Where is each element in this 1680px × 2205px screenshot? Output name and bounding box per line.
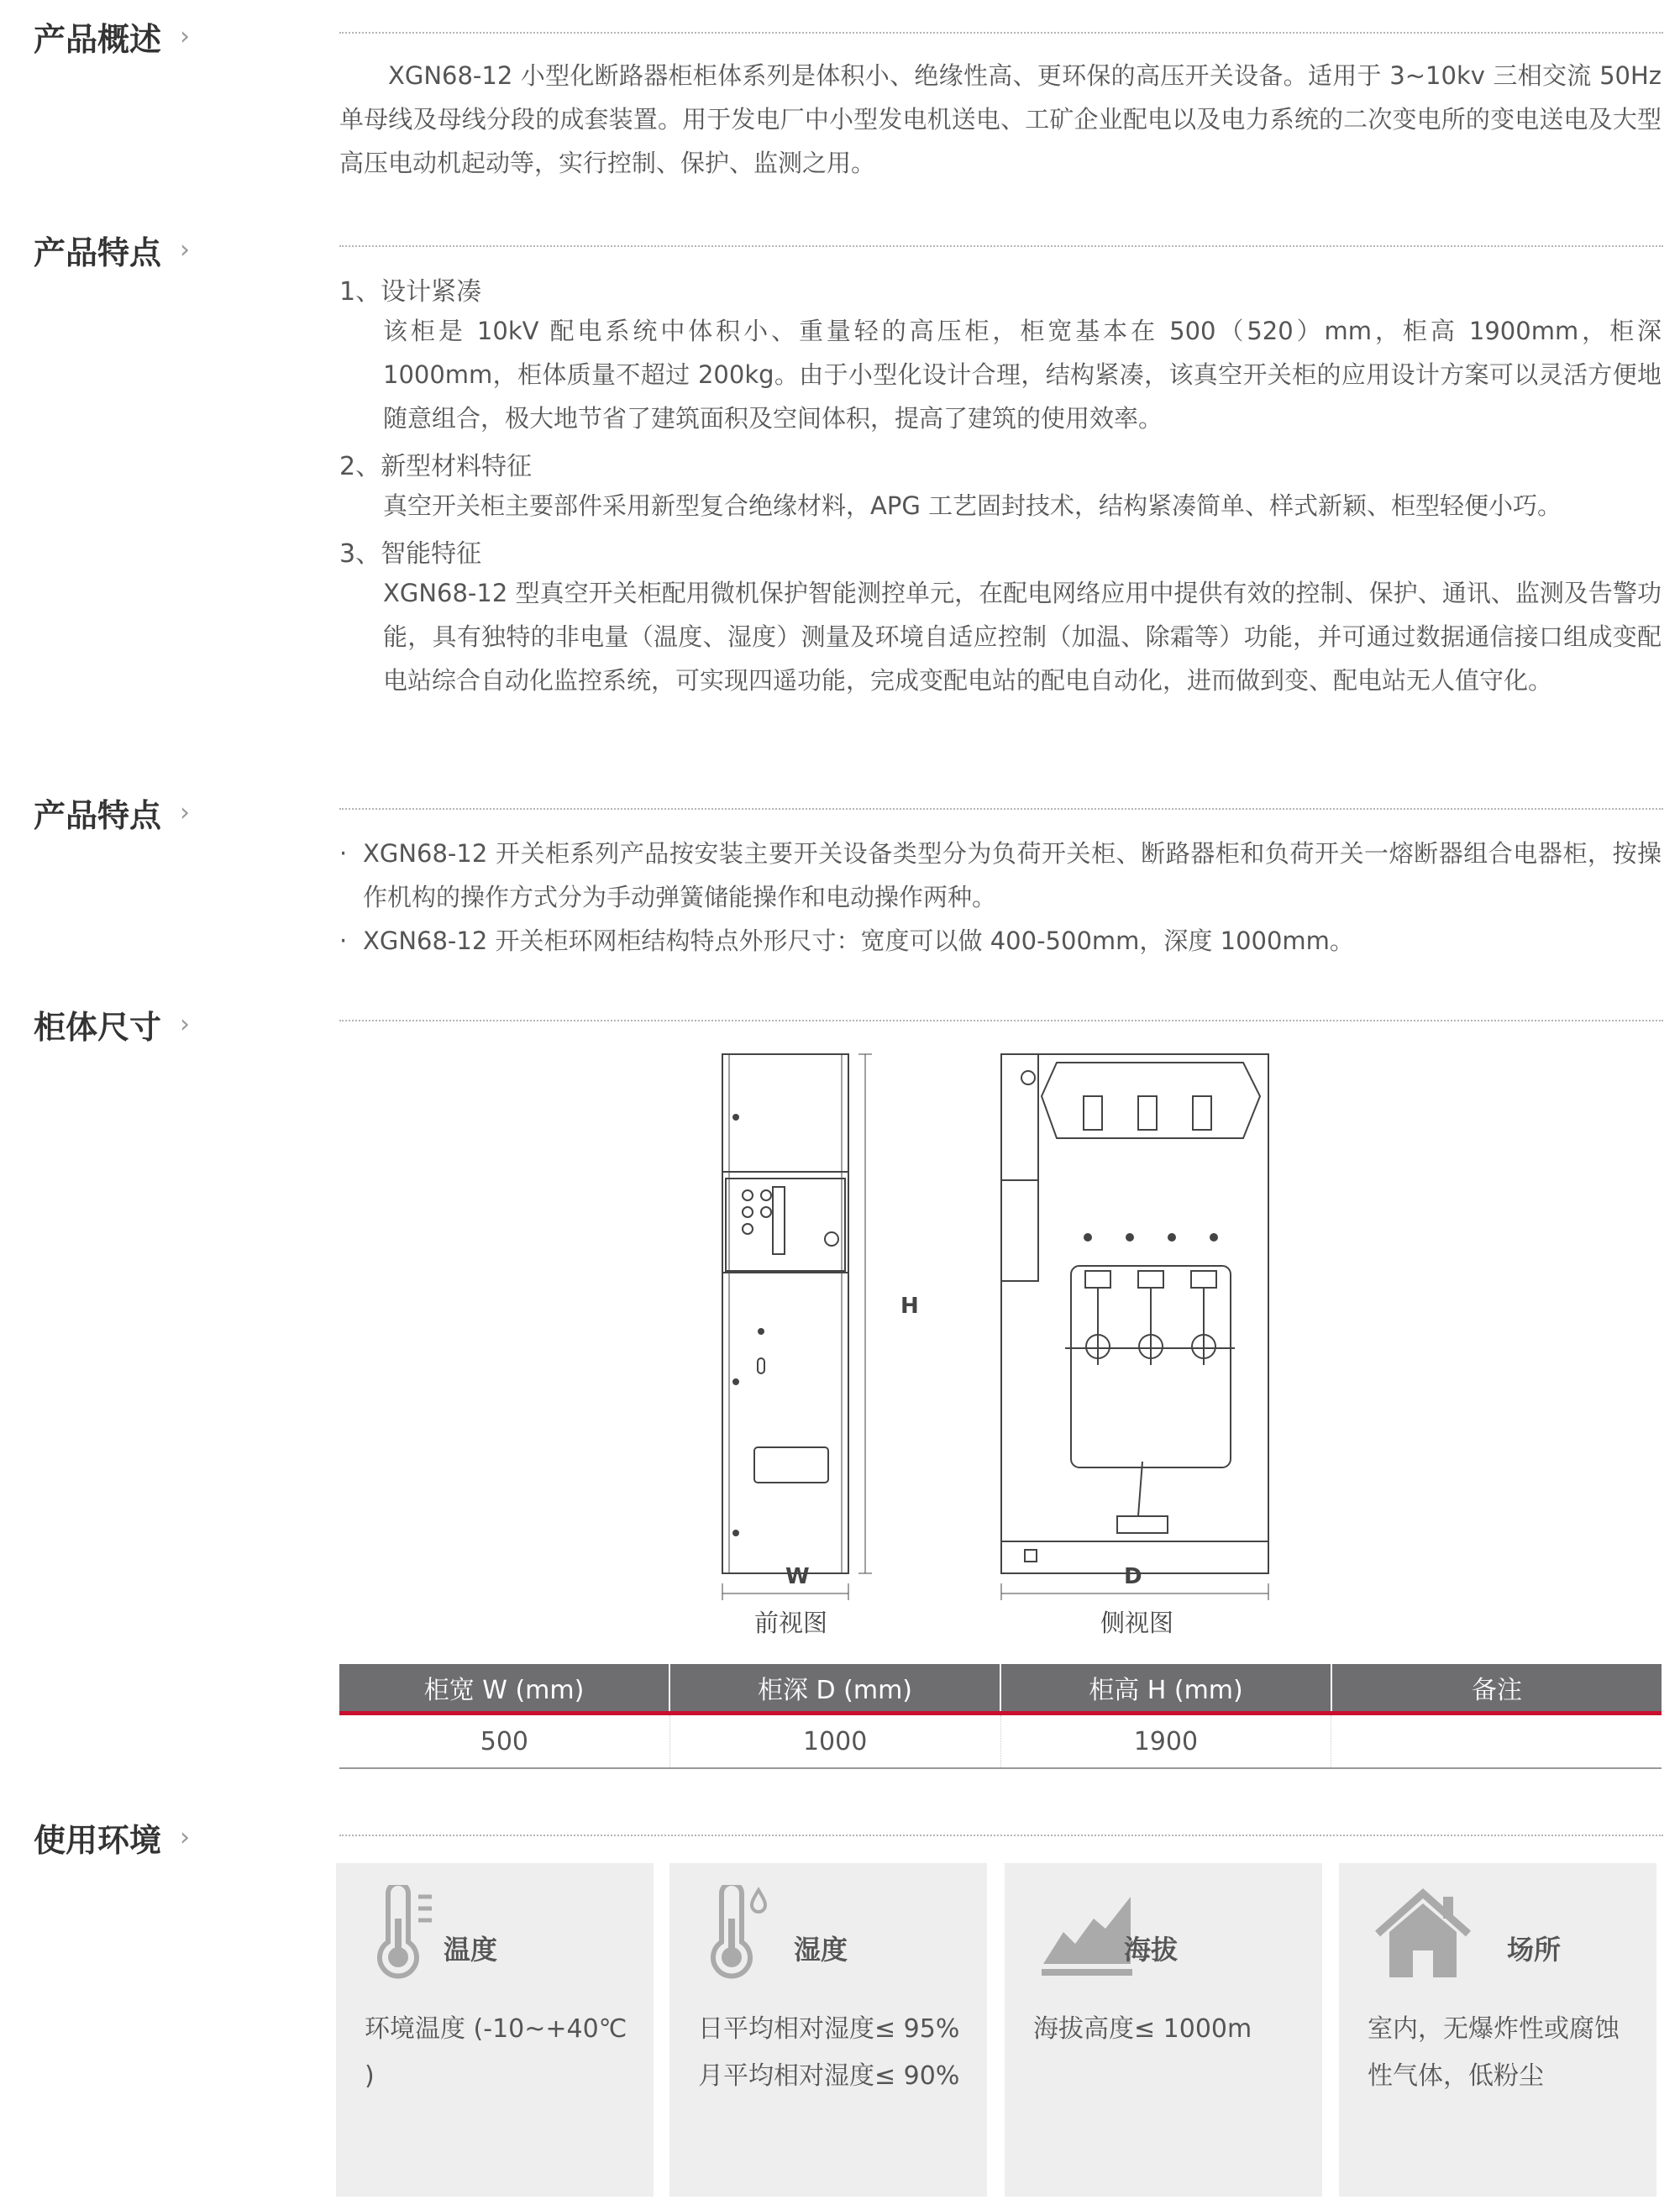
table-cell: 500	[339, 1715, 670, 1767]
table-cell: 1000	[670, 1715, 1001, 1767]
card-text: 月平均相对湿度≤ 90%	[698, 2061, 960, 2091]
card-text: 环境温度 (-10~+40℃ )	[365, 2014, 627, 2091]
overview-text: XGN68-12 小型化断路器柜柜体系列是体积小、绝缘性高、更环保的高压开关设备。适用于 3~10kv 三相交流 50Hz 单母线及母线分段的成套装置。用于发电厂中小型发电机送电、工矿企业配电以及电力系统的二次变电所的变电送电及大型高压电动机起动等，实行控制、保护、监测之用。	[339, 61, 1662, 177]
divider	[339, 245, 1663, 247]
card-title: 湿度	[794, 1934, 848, 1966]
bullet-item: · XGN68-12 开关柜系列产品按安装主要开关设备类型分为负荷开关柜、断路器柜和负荷开关一熔断器组合电器柜，按操作机构的操作方式分为手动弹簧储能操作和电动操作两种。	[339, 832, 1662, 919]
card-title: 场所	[1507, 1934, 1562, 1966]
feature-heading: 1、设计紧凑	[339, 277, 482, 307]
divider	[339, 32, 1663, 34]
bullet-item: · XGN68-12 开关柜环网柜结构特点外形尺寸：宽度可以做 400-500mm，深度 1000mm。	[339, 919, 1662, 963]
card-text: 室内，无爆炸性或腐蚀性气体，低粉尘	[1368, 2014, 1620, 2091]
card-title: 温度	[444, 1934, 498, 1966]
section-title-dimensions: 柜体尺寸 ›	[34, 1009, 191, 1046]
side-view-drawing	[991, 1046, 1285, 1617]
feature-text: XGN68-12 型真空开关柜配用微机保护智能测控单元，在配电网络应用中提供有效的控制、保护、通讯、监测及告警功能，具有独特的非电量（温度、湿度）测量及环境自适应控制（加温、除霜等）功能，并可通过数据通信接口组成变配电站综合自动化监控系统，可实现四遥功能，完成变配电站的配电自动化，进而做到变、配电站无人值守化。	[383, 579, 1662, 695]
feature-text: 真空开关柜主要部件采用新型复合绝缘材料，APG 工艺固封技术，结构紧凑简单、样式新颖、柜型轻便小巧。	[383, 491, 1562, 520]
chevron-right-icon: ›	[180, 1823, 191, 1852]
house-icon	[1373, 1885, 1473, 1986]
front-view-drawing	[706, 1046, 916, 1617]
spec-table	[339, 1664, 1662, 1769]
divider	[339, 1020, 1663, 1021]
section-title-features: 产品特点 ›	[34, 234, 191, 271]
table-header-cell: 柜高 H (mm)	[1001, 1664, 1332, 1711]
section-title-features-2: 产品特点 ›	[34, 797, 191, 834]
card-text: 海拔高度≤ 1000m	[1033, 2014, 1252, 2044]
table-header-cell: 柜深 D (mm)	[670, 1664, 1001, 1711]
table-row	[339, 1715, 1662, 1769]
chevron-right-icon: ›	[180, 22, 191, 51]
thermometer-icon	[370, 1885, 445, 1986]
chevron-right-icon: ›	[180, 1010, 191, 1039]
card-text: 日平均相对湿度≤ 95%	[698, 2014, 960, 2044]
table-header-cell: 备注	[1472, 1676, 1522, 1705]
section-title-overview: 产品概述 ›	[34, 21, 191, 58]
divider	[339, 1835, 1663, 1836]
table-cell	[1331, 1715, 1662, 1767]
side-view-caption: 侧视图	[1100, 1609, 1174, 1637]
dimension-label-w: W	[785, 1564, 810, 1589]
front-view-caption: 前视图	[754, 1609, 828, 1637]
section-title-environment: 使用环境 ›	[34, 1822, 191, 1859]
bullet-dot: ·	[339, 839, 348, 868]
divider	[339, 808, 1663, 810]
bullet-dot: ·	[339, 927, 348, 955]
env-card-altitude	[1005, 1863, 1322, 2197]
env-card-humidity	[669, 1863, 987, 2197]
humidity-icon	[703, 1885, 779, 1986]
feature-text: 该柜是 10kV 配电系统中体积小、重量轻的高压柜，柜宽基本在 500（520）mm，柜高 1900mm，柜深 1000mm，柜体质量不超过 200kg。由于小型化设计合理，结构紧凑，该真空开关柜的应用设计方案可以灵活方便地随意组合，极大地节省了建筑面积及空间体积，提高了建筑的使用效率。	[383, 317, 1662, 433]
table-cell: 1900	[1001, 1715, 1332, 1767]
card-title: 海拔	[1124, 1934, 1179, 1966]
feature-heading: 2、新型材料特征	[339, 452, 533, 481]
env-card-temperature	[336, 1863, 654, 2197]
chevron-right-icon: ›	[180, 235, 191, 265]
feature-heading: 3、智能特征	[339, 539, 482, 569]
dimension-label-h: H	[900, 1294, 919, 1319]
chevron-right-icon: ›	[180, 798, 191, 827]
table-header-cell: 柜宽 W (mm)	[339, 1664, 670, 1711]
dimension-label-d: D	[1124, 1564, 1142, 1589]
env-card-location	[1339, 1863, 1656, 2197]
table-header-row	[339, 1664, 1662, 1715]
